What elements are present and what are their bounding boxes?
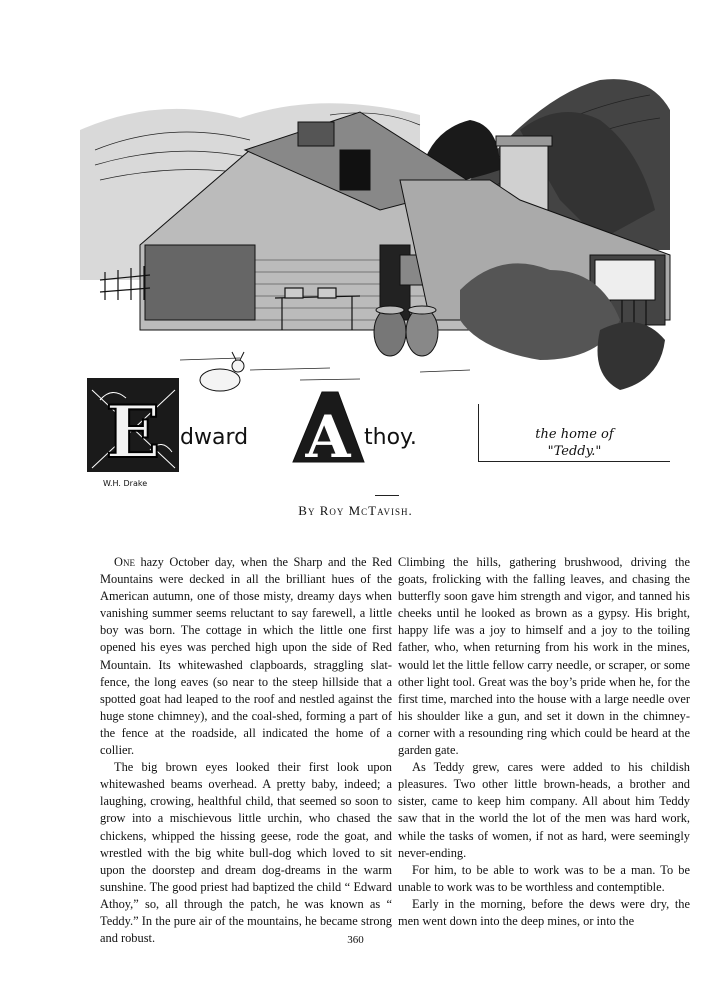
- article-column-left: [100, 554, 392, 947]
- page-number: 360: [347, 934, 364, 946]
- caption-line-2: "Teddy.": [547, 444, 602, 459]
- paragraph-lead: One: [114, 555, 135, 569]
- paragraph: Climbing the hills, gathering brushwood, driving the goats, frolicking with the falling leaves, and chasing the butterfly soon gave him strength and vigor, and tanned his cheeks until he looked as brown as a gypsy. His bright, happy life was a joy to himself and a joy to the toiling father, who, when returning from his work in the mines, would let the little fellow carry needle, or scraper, or some other light tool. Great was the boy’s pride when he, for the first time, marched into the house with a large needle over his shoulder like a gun, and set it down in the chimney-corner with a resounding ring which could be heard at the garden gate.: [398, 555, 690, 758]
- title-part-dward: dward: [180, 425, 249, 450]
- caption-line-1: the home of: [535, 427, 614, 442]
- svg-text:E: E: [105, 389, 161, 474]
- ornamental-initial-e: [87, 378, 179, 474]
- artist-signature: W.H. Drake: [103, 479, 148, 488]
- ornamental-initial-a: [293, 392, 364, 471]
- byline: By Roy McTavish.: [298, 503, 413, 518]
- svg-text:A: A: [305, 403, 351, 471]
- byline-rule: [375, 495, 399, 496]
- paragraph-text: hazy October day, when the Sharp and the Red Mountains were decked in all the brilliant hues of the American autumn, one of those misty, dreamy days when vanishing summer seems reluctant to say farewell, a little boy was born. The cottage in which the little one first opened his eyes was perched high upon the side of Red Mountain. Its whitewashed clapboards, straggling slat-fence, the long eaves (so near to the steep hillside that a spotted goat had leaped to the roof and nestled against the huge stone chimney), and the coal-shed, forming a part of the fence at the roadside, all indicated the home of a collier.: [100, 555, 392, 758]
- illustration-caption: [478, 404, 670, 462]
- paragraph: Early in the morning, before the dews were dry, the men went down into the deep mines, or into the: [398, 896, 690, 928]
- paragraph: [100, 554, 392, 759]
- article-column-right: [398, 554, 690, 930]
- title-part-thoy: thoy.: [364, 425, 417, 450]
- paragraph: The big brown eyes looked their first look upon whitewashed beams overhead. A pretty baby, indeed; a laughing, crowing, healthful child, that seemed so soon to grow into a mischievous little urchin, who chased the chickens, whipped the hissing geese, rode the goat, and wrestled with the big white bull-dog which loved to sit upon the doorstep and dream dog-dreams in the warm sunshine. The good priest had baptized the child “ Edward Athoy,” so, all through the patch, he was known as “ Teddy.” In the pure air of the mountains, he became strong and robust.: [100, 760, 392, 946]
- paragraph: As Teddy grew, cares were added to his childish pleasures. Two other little brown-heads, a brother and sister, came to keep him company. All about him Teddy saw that in the world the lot of the men was hard work, while the tasks of women, if not as hard, were seemingly never-ending.: [398, 760, 690, 860]
- paragraph: For him, to be able to work was to be a man. To be unable to work was to be worthless and contemptible.: [398, 862, 690, 894]
